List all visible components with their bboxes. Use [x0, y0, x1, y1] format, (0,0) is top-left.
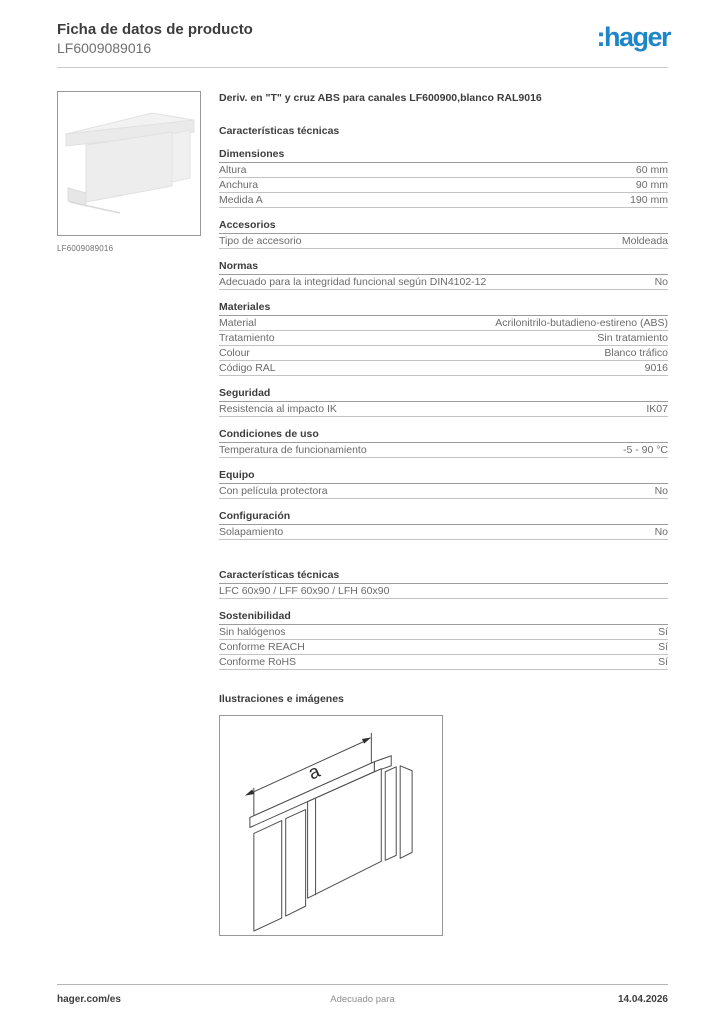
dimension-label-a: a: [305, 760, 324, 785]
spec-group-heading: Equipo: [219, 470, 668, 484]
footer-center-text: Adecuado para: [330, 994, 395, 1005]
spec-group-heading: Sostenibilidad: [219, 611, 668, 625]
product-photo: [57, 91, 201, 236]
product-code: LF6009089016: [57, 40, 152, 56]
spec-group-heading: Accesorios: [219, 220, 668, 234]
spec-row: [219, 625, 668, 640]
spec-value: 90 mm: [635, 179, 668, 191]
spec-group: [219, 220, 668, 249]
spec-row: [219, 361, 668, 376]
spec-group-heading: Normas: [219, 261, 668, 275]
spec-group: [219, 429, 668, 458]
content: [0, 68, 724, 936]
spec-group: [219, 470, 668, 499]
spec-label: Colour: [219, 347, 250, 359]
spec-row: [219, 584, 668, 599]
spec-group-heading: Materiales: [219, 302, 668, 316]
spec-row: [219, 484, 668, 499]
spec-group: [219, 570, 668, 599]
spec-value: Moldeada: [621, 235, 668, 247]
spec-value: Acrilonitrilo-butadieno-estireno (ABS): [495, 317, 668, 329]
spec-row: [219, 640, 668, 655]
spec-value: 9016: [644, 362, 668, 374]
spec-row: [219, 443, 668, 458]
spec-value: 190 mm: [630, 194, 668, 206]
hager-logo: :hager: [596, 22, 670, 52]
spec-group-heading: Dimensiones: [219, 149, 668, 163]
footer-date: 14.04.2026: [617, 994, 668, 1005]
spec-row: [219, 178, 668, 193]
spec-group: [219, 149, 668, 208]
spec-row: [219, 402, 668, 417]
footer: [57, 984, 668, 1005]
spec-label: Con película protectora: [219, 485, 328, 497]
spec-label: Medida A: [219, 194, 263, 206]
spec-value: No: [654, 485, 668, 497]
spec-label: Material: [219, 317, 257, 329]
spec-label: Resistencia al impacto IK: [219, 403, 337, 415]
spec-value: IK07: [646, 403, 668, 415]
spec-row: [219, 193, 668, 208]
tech-characteristics-heading: Características técnicas: [219, 125, 340, 137]
spec-value: No: [654, 276, 668, 288]
spec-row: [219, 163, 668, 178]
spec-value: Sí: [658, 656, 668, 668]
spec-group-heading: Configuración: [219, 511, 668, 525]
spec-row: [219, 316, 668, 331]
spec-value: Sí: [658, 626, 668, 638]
spec-row: [219, 525, 668, 540]
spec-label: Código RAL: [219, 362, 276, 374]
illustrations-heading: Ilustraciones e imágenes: [219, 693, 344, 705]
spec-label: Solapamiento: [219, 526, 284, 538]
spec-group: [219, 511, 668, 540]
spec-group: [219, 388, 668, 417]
spec-group: [219, 611, 668, 670]
product-photo-render: [58, 92, 200, 235]
spec-group: [219, 302, 668, 376]
spec-value: -5 - 90 °C: [622, 444, 668, 456]
spec-value: 60 mm: [635, 164, 668, 176]
spec-value: No: [654, 526, 668, 538]
spec-row: [219, 655, 668, 670]
spec-value: Sí: [658, 641, 668, 653]
header: [0, 0, 724, 57]
spec-group-heading: Condiciones de uso: [219, 429, 668, 443]
spec-label: Conforme REACH: [219, 641, 305, 653]
spec-label: Anchura: [219, 179, 259, 191]
spec-group: [219, 261, 668, 290]
page-title: Ficha de datos de producto: [57, 21, 253, 38]
spec-column: [219, 91, 668, 936]
header-titles: [57, 20, 253, 57]
spec-label: Tratamiento: [219, 332, 275, 344]
spec-label: Sin halógenos: [219, 626, 286, 638]
technical-drawing: [219, 715, 443, 936]
dimension-drawing: [220, 716, 442, 935]
photo-caption: LF6009089016: [57, 244, 114, 253]
spec-label: LFC 60x90 / LFF 60x90 / LFH 60x90: [219, 585, 390, 597]
spec-label: Temperatura de funcionamiento: [219, 444, 367, 456]
spec-row: [219, 331, 668, 346]
spec-value: Sin tratamiento: [597, 332, 668, 344]
spec-group-heading: Características técnicas: [219, 570, 668, 584]
spec-group-heading: Seguridad: [219, 388, 668, 402]
footer-website-link[interactable]: hager.com/es: [57, 994, 121, 1005]
spec-label: Adecuado para la integridad funcional según DIN4102-12: [219, 276, 487, 288]
spec-value: Blanco tráfico: [604, 347, 668, 359]
spec-groups: [219, 149, 668, 670]
product-description: Deriv. en "T" y cruz ABS para canales LF600900,blanco RAL9016: [219, 92, 542, 104]
spec-label: Altura: [219, 164, 247, 176]
spec-row: [219, 234, 668, 249]
photo-column: [57, 91, 202, 253]
spec-row: [219, 275, 668, 290]
spec-label: Tipo de accesorio: [219, 235, 302, 247]
spec-label: Conforme RoHS: [219, 656, 297, 668]
spec-row: [219, 346, 668, 361]
